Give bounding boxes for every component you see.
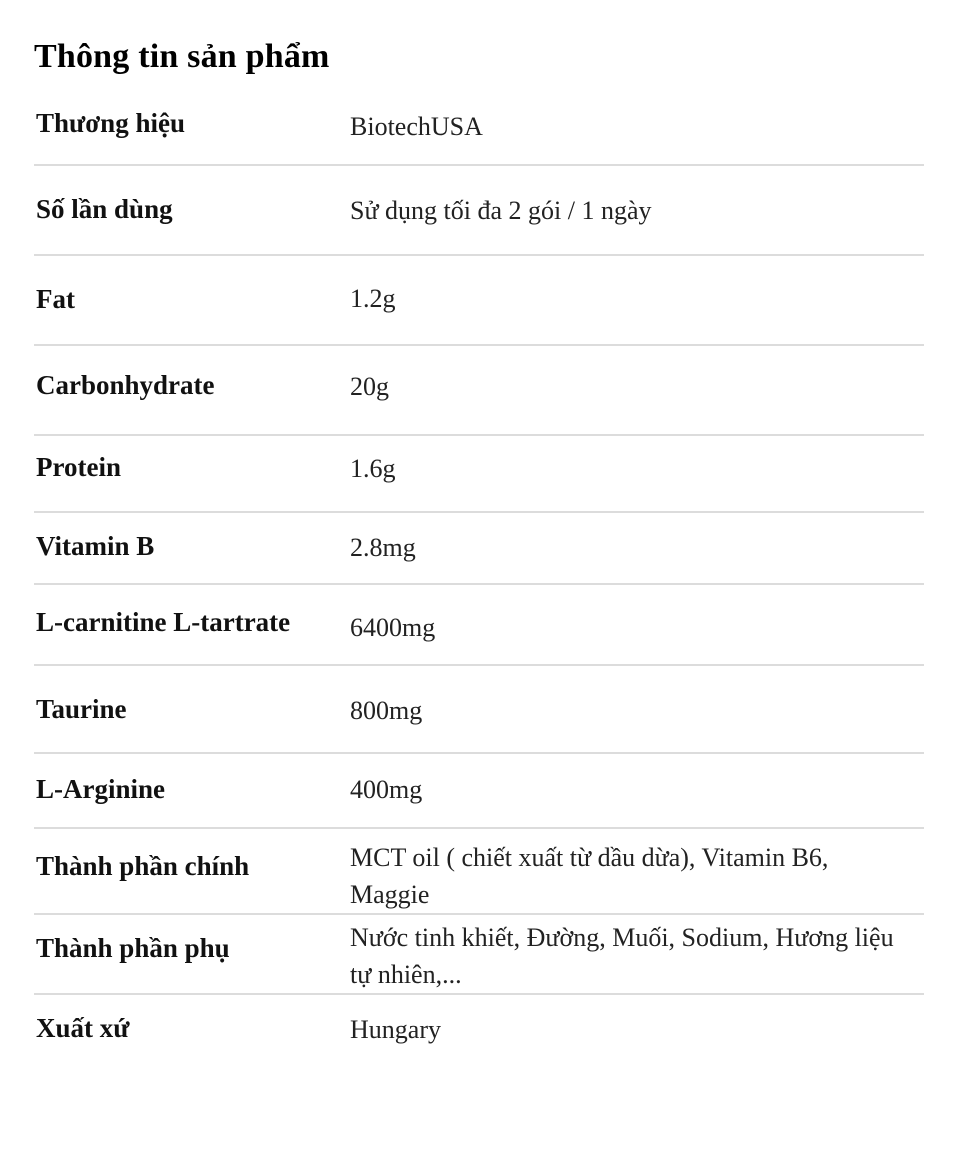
page-title: Thông tin sản phẩm (34, 38, 330, 75)
row-label: Thương hiệu (36, 108, 185, 138)
table-row (34, 829, 924, 915)
table-row (34, 256, 924, 346)
row-value: 1.6g (350, 454, 396, 483)
row-label: Xuất xứ (36, 1013, 130, 1043)
row-value: 20g (350, 372, 389, 401)
table-row (34, 166, 924, 256)
table-row (34, 915, 924, 995)
row-label: Thành phần chính (36, 851, 250, 881)
row-label: Fat (36, 284, 75, 314)
row-value: 2.8mg (350, 533, 416, 562)
table-row (34, 513, 924, 585)
table-row (34, 346, 924, 436)
row-value: 400mg (350, 775, 423, 804)
row-value: Sử dụng tối đa 2 gói / 1 ngày (350, 196, 652, 225)
table-row (34, 995, 924, 1075)
row-value: 800mg (350, 696, 423, 725)
row-label: Carbonhydrate (36, 370, 215, 400)
row-value: BiotechUSA (350, 112, 483, 141)
row-value: 1.2g (350, 284, 396, 313)
row-label: Vitamin B (36, 531, 155, 561)
row-value: MCT oil ( chiết xuất từ dầu dừa), Vitamin B6, Maggie (350, 843, 829, 909)
row-label: L-carnitine L-tartrate (36, 607, 291, 637)
table-row (34, 436, 924, 513)
row-value: Hungary (350, 1015, 441, 1044)
row-value: 6400mg (350, 613, 436, 642)
table-row (34, 666, 924, 754)
table-row (34, 585, 924, 666)
row-label: Taurine (36, 694, 127, 724)
row-value: Nước tinh khiết, Đường, Muối, Sodium, Hương liệu tự nhiên,... (350, 923, 894, 989)
product-spec-table (34, 84, 924, 1075)
row-label: Số lần dùng (36, 194, 173, 224)
table-row (34, 84, 924, 166)
row-label: L-Arginine (36, 774, 166, 804)
row-label: Protein (36, 452, 121, 482)
row-label: Thành phần phụ (36, 933, 230, 963)
table-row (34, 754, 924, 829)
